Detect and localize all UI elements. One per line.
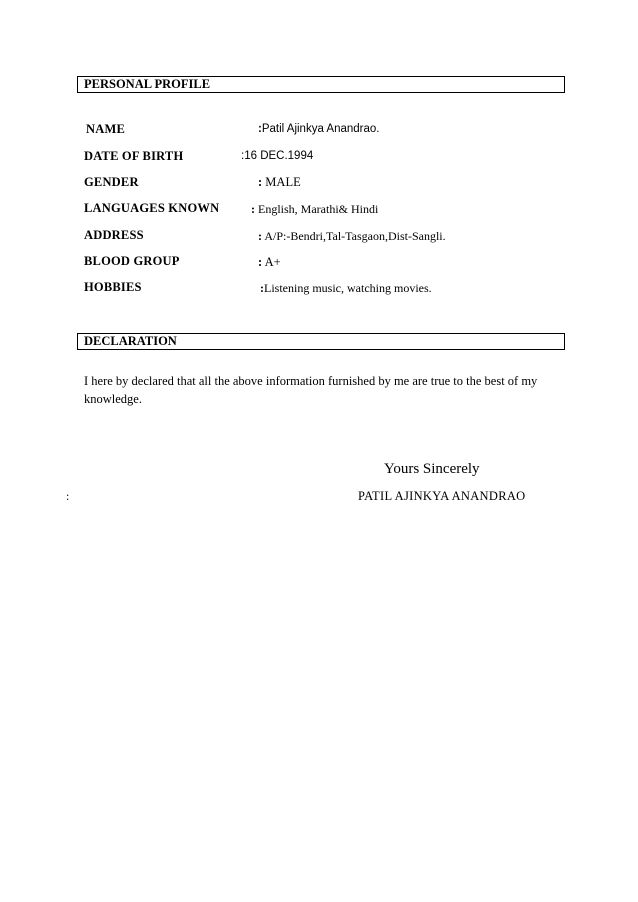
declaration-heading: DECLARATION <box>77 333 565 350</box>
dob-value-group <box>241 150 313 162</box>
gender-colon: : <box>258 175 263 189</box>
signatory-name: PATIL AJINKYA ANANDRAO <box>358 489 526 503</box>
blood-group-label: BLOOD GROUP <box>84 254 180 268</box>
address-value: A/P:-Bendri,Tal-Tasgaon,Dist-Sangli. <box>262 229 446 243</box>
blood-group-value: A+ <box>262 255 281 269</box>
blood-group-value-group <box>258 255 281 270</box>
gender-value-group <box>258 175 301 190</box>
hobbies-value: Listening music, watching movies. <box>264 281 432 295</box>
dob-value: 16 DEC.1994 <box>244 150 314 162</box>
declaration-text: I here by declared that all the above information furnished by me are true to the best of my knowledge. <box>84 374 538 406</box>
languages-value-group <box>251 202 378 217</box>
languages-value: English, Marathi& Hindi <box>255 202 379 216</box>
languages-label: LANGUAGES KNOWN <box>84 201 220 215</box>
closing-text: Yours Sincerely <box>384 461 480 477</box>
name-label: NAME <box>86 122 125 136</box>
gender-value: MALE <box>262 175 301 189</box>
left-colon-mark: : <box>66 489 70 503</box>
hobbies-colon: : <box>260 281 264 295</box>
blood-group-colon: : <box>258 255 263 269</box>
hobbies-value-group <box>260 281 432 296</box>
name-value: Patil Ajinkya Anandrao. <box>261 123 380 135</box>
hobbies-label: HOBBIES <box>84 280 142 294</box>
name-colon: : <box>258 123 262 135</box>
dob-label: DATE OF BIRTH <box>84 149 184 163</box>
languages-colon: : <box>251 202 255 216</box>
dob-colon: : <box>241 150 245 162</box>
address-value-group <box>258 229 446 244</box>
name-value-group <box>258 123 379 135</box>
personal-profile-heading: PERSONAL PROFILE <box>77 76 565 93</box>
address-colon: : <box>258 229 262 243</box>
address-label: ADDRESS <box>84 228 144 242</box>
gender-label: GENDER <box>84 175 139 189</box>
